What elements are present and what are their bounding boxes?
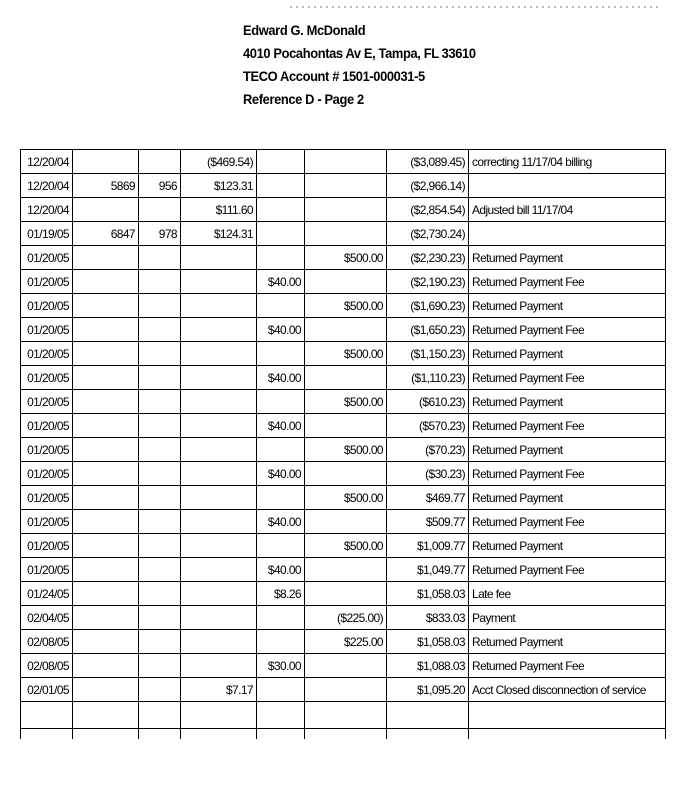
balance-cell: $469.77 — [387, 486, 469, 510]
payment-cell — [305, 366, 387, 390]
balance-cell: ($2,230.23) — [387, 246, 469, 270]
usage-cell — [139, 366, 181, 390]
description-cell — [469, 222, 666, 246]
table-row — [21, 294, 666, 318]
fee-cell: $40.00 — [257, 462, 305, 486]
payment-cell — [305, 510, 387, 534]
charge-cell: $123.31 — [181, 174, 257, 198]
meter-reading-cell — [73, 558, 139, 582]
empty-cell — [387, 729, 469, 740]
table-row — [21, 438, 666, 462]
table-row — [21, 318, 666, 342]
ledger-body — [21, 150, 666, 740]
table-row — [21, 606, 666, 630]
fee-cell — [257, 486, 305, 510]
empty-cell — [257, 702, 305, 729]
fee-cell — [257, 678, 305, 702]
charge-cell — [181, 270, 257, 294]
meter-reading-cell — [73, 438, 139, 462]
charge-cell — [181, 510, 257, 534]
balance-cell: $833.03 — [387, 606, 469, 630]
payment-cell: $500.00 — [305, 294, 387, 318]
meter-reading-cell — [73, 342, 139, 366]
fee-cell — [257, 390, 305, 414]
table-row — [21, 270, 666, 294]
meter-reading-cell: 5869 — [73, 174, 139, 198]
usage-cell — [139, 150, 181, 174]
table-row — [21, 342, 666, 366]
description-cell: correcting 11/17/04 billing — [469, 150, 666, 174]
fee-cell — [257, 150, 305, 174]
fee-cell: $40.00 — [257, 318, 305, 342]
payment-cell — [305, 270, 387, 294]
meter-reading-cell — [73, 678, 139, 702]
balance-cell: $1,095.20 — [387, 678, 469, 702]
date-cell: 02/04/05 — [21, 606, 73, 630]
balance-cell: $1,088.03 — [387, 654, 469, 678]
empty-cell — [21, 702, 73, 729]
charge-cell — [181, 534, 257, 558]
charge-cell: $7.17 — [181, 678, 257, 702]
payment-cell — [305, 222, 387, 246]
description-cell: Adjusted bill 11/17/04 — [469, 198, 666, 222]
document-header — [243, 19, 476, 111]
date-cell: 01/20/05 — [21, 390, 73, 414]
description-cell: Returned Payment Fee — [469, 270, 666, 294]
meter-reading-cell — [73, 366, 139, 390]
charge-cell — [181, 318, 257, 342]
payment-cell: $500.00 — [305, 390, 387, 414]
date-cell: 12/20/04 — [21, 150, 73, 174]
fee-cell: $8.26 — [257, 582, 305, 606]
fee-cell — [257, 438, 305, 462]
charge-cell — [181, 294, 257, 318]
fee-cell — [257, 606, 305, 630]
table-row — [21, 366, 666, 390]
usage-cell — [139, 486, 181, 510]
date-cell: 01/20/05 — [21, 486, 73, 510]
date-cell: 02/08/05 — [21, 630, 73, 654]
balance-cell: ($570.23) — [387, 414, 469, 438]
table-row — [21, 510, 666, 534]
meter-reading-cell — [73, 654, 139, 678]
date-cell: 02/08/05 — [21, 654, 73, 678]
balance-cell: ($2,854.54) — [387, 198, 469, 222]
empty-cell — [305, 702, 387, 729]
meter-reading-cell — [73, 582, 139, 606]
balance-cell: $1,009.77 — [387, 534, 469, 558]
usage-cell — [139, 630, 181, 654]
fee-cell — [257, 174, 305, 198]
balance-cell: ($2,966.14) — [387, 174, 469, 198]
table-row — [21, 198, 666, 222]
empty-cell — [139, 702, 181, 729]
usage-cell — [139, 342, 181, 366]
date-cell: 01/20/05 — [21, 510, 73, 534]
description-cell: Returned Payment — [469, 534, 666, 558]
payment-cell: $500.00 — [305, 342, 387, 366]
billing-ledger-table — [20, 149, 666, 739]
meter-reading-cell — [73, 318, 139, 342]
usage-cell — [139, 462, 181, 486]
payment-cell — [305, 318, 387, 342]
usage-cell — [139, 606, 181, 630]
fee-cell: $40.00 — [257, 366, 305, 390]
meter-reading-cell — [73, 246, 139, 270]
usage-cell — [139, 510, 181, 534]
balance-cell: ($1,110.23) — [387, 366, 469, 390]
description-cell: Returned Payment Fee — [469, 654, 666, 678]
description-cell: Returned Payment Fee — [469, 414, 666, 438]
usage-cell — [139, 318, 181, 342]
fee-cell — [257, 342, 305, 366]
description-cell: Returned Payment Fee — [469, 318, 666, 342]
fee-cell: $40.00 — [257, 270, 305, 294]
description-cell: Returned Payment — [469, 630, 666, 654]
empty-row — [21, 729, 666, 740]
empty-cell — [469, 702, 666, 729]
balance-cell: ($1,690.23) — [387, 294, 469, 318]
table-row — [21, 150, 666, 174]
fee-cell — [257, 534, 305, 558]
empty-cell — [181, 702, 257, 729]
date-cell: 01/20/05 — [21, 414, 73, 438]
payment-cell: $225.00 — [305, 630, 387, 654]
date-cell: 01/20/05 — [21, 342, 73, 366]
date-cell: 01/19/05 — [21, 222, 73, 246]
fee-cell — [257, 198, 305, 222]
charge-cell — [181, 486, 257, 510]
page-reference: Reference D - Page 2 — [243, 91, 364, 107]
date-cell: 02/01/05 — [21, 678, 73, 702]
usage-cell — [139, 414, 181, 438]
table-row — [21, 654, 666, 678]
fee-cell — [257, 246, 305, 270]
empty-row — [21, 702, 666, 729]
charge-cell — [181, 630, 257, 654]
table-row — [21, 222, 666, 246]
payment-cell: $500.00 — [305, 486, 387, 510]
empty-cell — [139, 729, 181, 740]
payment-cell — [305, 150, 387, 174]
balance-cell: $1,058.03 — [387, 582, 469, 606]
description-cell: Returned Payment — [469, 438, 666, 462]
table-row — [21, 462, 666, 486]
fee-cell: $40.00 — [257, 414, 305, 438]
date-cell: 01/20/05 — [21, 270, 73, 294]
table-row — [21, 390, 666, 414]
date-cell: 01/20/05 — [21, 558, 73, 582]
table-row — [21, 630, 666, 654]
payment-cell — [305, 462, 387, 486]
description-cell: Payment — [469, 606, 666, 630]
account-number: TECO Account # 1501-000031-5 — [243, 68, 425, 84]
balance-cell: ($30.23) — [387, 462, 469, 486]
fee-cell: $40.00 — [257, 558, 305, 582]
meter-reading-cell — [73, 390, 139, 414]
charge-cell — [181, 366, 257, 390]
empty-cell — [73, 729, 139, 740]
meter-reading-cell: 6847 — [73, 222, 139, 246]
usage-cell — [139, 582, 181, 606]
payment-cell — [305, 174, 387, 198]
charge-cell — [181, 342, 257, 366]
meter-reading-cell — [73, 198, 139, 222]
table-row — [21, 582, 666, 606]
meter-reading-cell — [73, 630, 139, 654]
usage-cell — [139, 294, 181, 318]
usage-cell — [139, 246, 181, 270]
charge-cell: $124.31 — [181, 222, 257, 246]
date-cell: 01/20/05 — [21, 462, 73, 486]
table-row — [21, 678, 666, 702]
charge-cell — [181, 438, 257, 462]
payment-cell — [305, 414, 387, 438]
fee-cell — [257, 222, 305, 246]
fee-cell: $40.00 — [257, 510, 305, 534]
meter-reading-cell — [73, 294, 139, 318]
description-cell: Returned Payment — [469, 390, 666, 414]
date-cell: 01/20/05 — [21, 438, 73, 462]
description-cell: Late fee — [469, 582, 666, 606]
balance-cell: $1,049.77 — [387, 558, 469, 582]
balance-cell: $509.77 — [387, 510, 469, 534]
balance-cell: ($2,190.23) — [387, 270, 469, 294]
date-cell: 01/20/05 — [21, 534, 73, 558]
charge-cell: $111.60 — [181, 198, 257, 222]
payment-cell — [305, 198, 387, 222]
usage-cell — [139, 678, 181, 702]
usage-cell: 978 — [139, 222, 181, 246]
table-row — [21, 534, 666, 558]
charge-cell: ($469.54) — [181, 150, 257, 174]
meter-reading-cell — [73, 606, 139, 630]
empty-cell — [73, 702, 139, 729]
date-cell: 01/20/05 — [21, 246, 73, 270]
balance-cell: ($1,650.23) — [387, 318, 469, 342]
empty-cell — [181, 729, 257, 740]
table-row — [21, 486, 666, 510]
usage-cell — [139, 534, 181, 558]
meter-reading-cell — [73, 414, 139, 438]
fee-cell: $30.00 — [257, 654, 305, 678]
meter-reading-cell — [73, 150, 139, 174]
description-cell: Returned Payment Fee — [469, 462, 666, 486]
description-cell: Returned Payment — [469, 342, 666, 366]
balance-cell: $1,058.03 — [387, 630, 469, 654]
empty-cell — [21, 729, 73, 740]
empty-cell — [257, 729, 305, 740]
meter-reading-cell — [73, 510, 139, 534]
usage-cell — [139, 558, 181, 582]
charge-cell — [181, 414, 257, 438]
empty-cell — [305, 729, 387, 740]
charge-cell — [181, 558, 257, 582]
payment-cell — [305, 558, 387, 582]
date-cell: 12/20/04 — [21, 174, 73, 198]
charge-cell — [181, 606, 257, 630]
charge-cell — [181, 390, 257, 414]
description-cell: Returned Payment — [469, 486, 666, 510]
date-cell: 01/20/05 — [21, 294, 73, 318]
table-row — [21, 174, 666, 198]
description-cell: Returned Payment — [469, 246, 666, 270]
date-cell: 01/20/05 — [21, 318, 73, 342]
balance-cell: ($3,089.45) — [387, 150, 469, 174]
balance-cell: ($70.23) — [387, 438, 469, 462]
payment-cell: ($225.00) — [305, 606, 387, 630]
usage-cell — [139, 438, 181, 462]
description-cell: Returned Payment Fee — [469, 558, 666, 582]
balance-cell: ($2,730.24) — [387, 222, 469, 246]
payment-cell — [305, 678, 387, 702]
charge-cell — [181, 462, 257, 486]
empty-cell — [469, 729, 666, 740]
description-cell — [469, 174, 666, 198]
table-row — [21, 246, 666, 270]
usage-cell — [139, 390, 181, 414]
charge-cell — [181, 582, 257, 606]
meter-reading-cell — [73, 462, 139, 486]
date-cell: 01/20/05 — [21, 366, 73, 390]
payment-cell — [305, 654, 387, 678]
usage-cell — [139, 654, 181, 678]
usage-cell: 956 — [139, 174, 181, 198]
balance-cell: ($1,150.23) — [387, 342, 469, 366]
payment-cell: $500.00 — [305, 438, 387, 462]
fee-cell — [257, 294, 305, 318]
payment-cell: $500.00 — [305, 534, 387, 558]
table-row — [21, 414, 666, 438]
usage-cell — [139, 270, 181, 294]
meter-reading-cell — [73, 534, 139, 558]
charge-cell — [181, 246, 257, 270]
description-cell: Returned Payment — [469, 294, 666, 318]
description-cell: Acct Closed disconnection of service — [469, 678, 666, 702]
empty-cell — [387, 702, 469, 729]
payment-cell: $500.00 — [305, 246, 387, 270]
description-cell: Returned Payment Fee — [469, 510, 666, 534]
table-row — [21, 558, 666, 582]
usage-cell — [139, 198, 181, 222]
description-cell: Returned Payment Fee — [469, 366, 666, 390]
customer-address: 4010 Pocahontas Av E, Tampa, FL 33610 — [243, 45, 476, 61]
payment-cell — [305, 582, 387, 606]
date-cell: 01/24/05 — [21, 582, 73, 606]
fee-cell — [257, 630, 305, 654]
date-cell: 12/20/04 — [21, 198, 73, 222]
meter-reading-cell — [73, 270, 139, 294]
scan-artifact — [290, 6, 660, 8]
customer-name: Edward G. McDonald — [243, 22, 366, 38]
charge-cell — [181, 654, 257, 678]
balance-cell: ($610.23) — [387, 390, 469, 414]
meter-reading-cell — [73, 486, 139, 510]
